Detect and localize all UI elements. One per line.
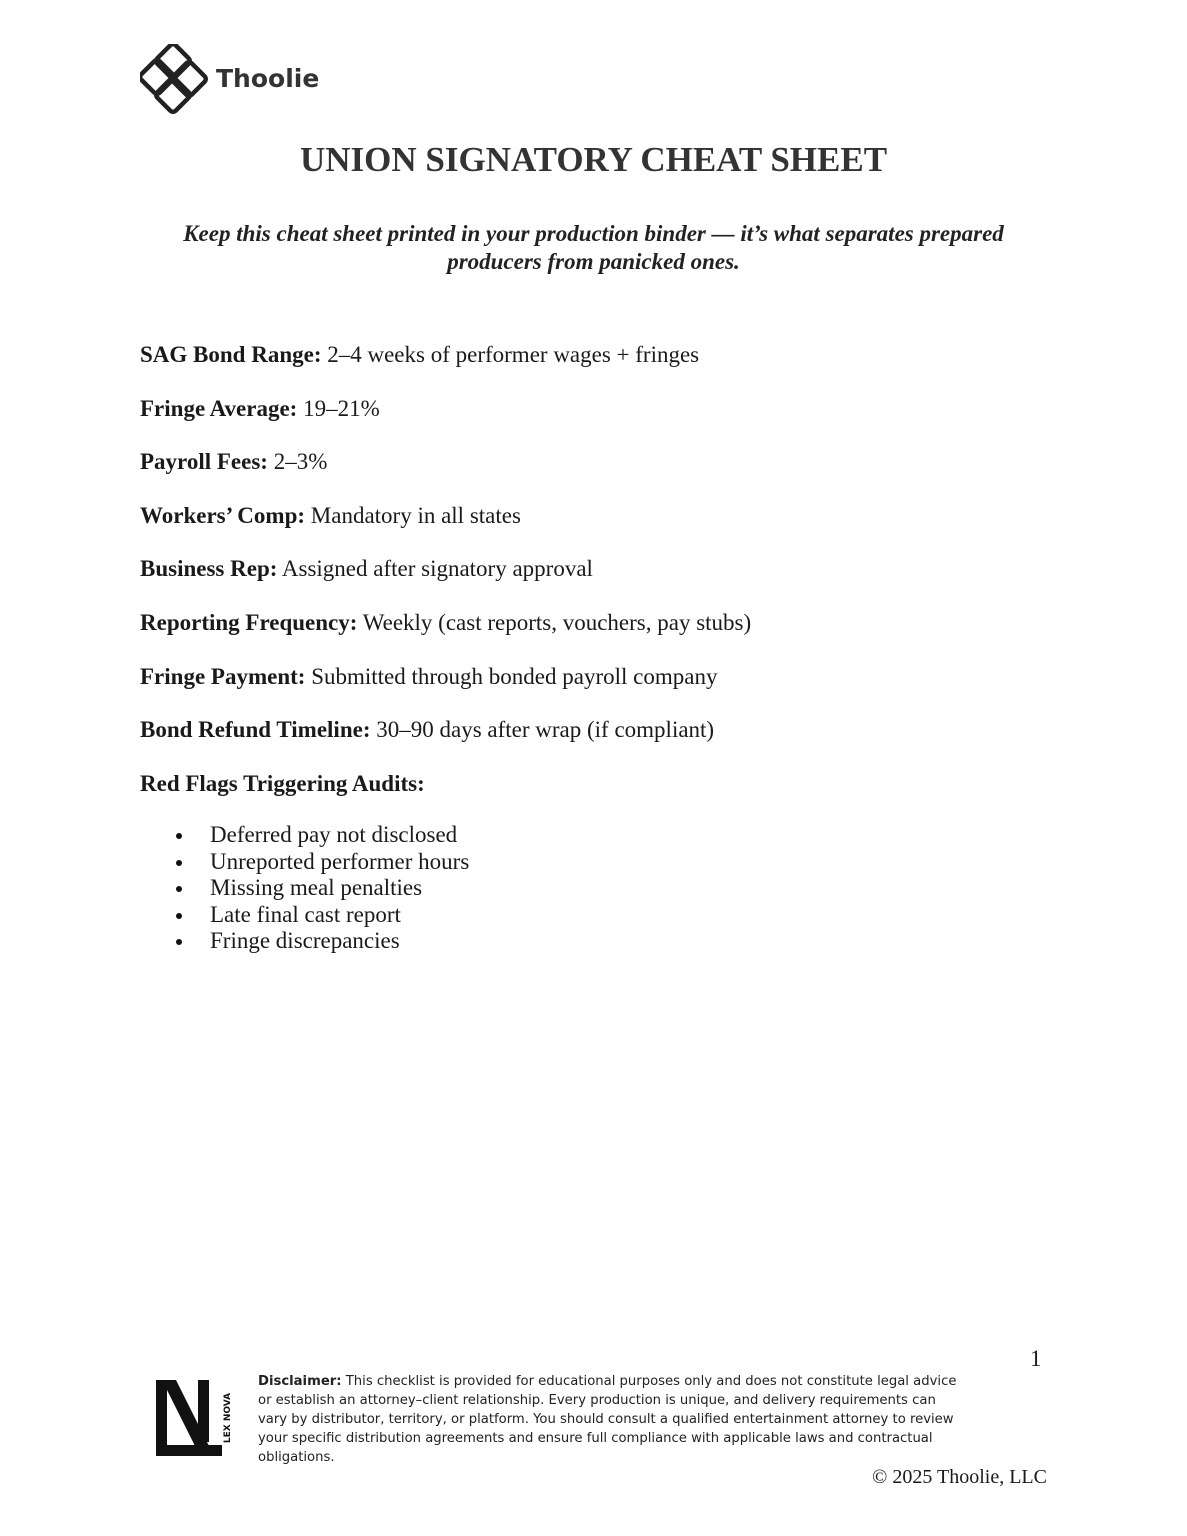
lex-nova-logo-text: LEX NOVA <box>223 1392 233 1444</box>
list-item-text: Fringe discrepancies <box>210 928 400 954</box>
list-item-text: Deferred pay not disclosed <box>210 822 458 847</box>
field-label: SAG Bond Range: <box>140 342 322 367</box>
field-reporting-frequency <box>140 606 1090 640</box>
field-fringe-payment <box>140 660 1090 694</box>
bullet-icon <box>176 886 182 892</box>
bullet-icon <box>176 939 182 945</box>
list-item <box>170 928 469 955</box>
field-value: Assigned after signatory approval <box>277 556 593 582</box>
lex-nova-logo-icon <box>154 1378 236 1460</box>
field-value: Mandatory in all states <box>305 502 521 528</box>
field-value: 2–4 weeks of performer wages + fringes <box>321 342 700 367</box>
field-value: 2–3% <box>267 449 328 475</box>
list-item <box>170 902 469 929</box>
disclaimer-label: Disclaimer: <box>258 1374 342 1389</box>
field-sag-bond-range <box>140 338 1090 372</box>
disclaimer <box>258 1372 958 1467</box>
field-label: Workers’ Comp: <box>140 502 306 528</box>
field-label: Red Flags Triggering Audits: <box>140 770 425 796</box>
field-label: Payroll Fees: <box>140 449 268 475</box>
field-value: 30–90 days after wrap (if compliant) <box>370 717 715 743</box>
list-item-text: Missing meal penalties <box>210 875 423 901</box>
field-value: 19–21% <box>297 395 380 421</box>
field-bond-refund-timeline <box>140 713 1090 747</box>
field-business-rep <box>140 552 1090 586</box>
list-item <box>170 822 469 849</box>
brand-logo <box>140 44 319 114</box>
field-label: Fringe Average: <box>140 395 298 421</box>
field-red-flags-heading <box>140 767 1090 801</box>
bullet-icon <box>176 913 182 919</box>
field-workers-comp <box>140 499 1090 533</box>
field-label: Reporting Frequency: <box>140 609 358 635</box>
disclaimer-text: This checklist is provided for educational purposes only and does not constitute legal advice or establish an attorney–client relationship. Every production is unique, and delivery requirements can vary by distributor, territory, or platform. You should consult a qualified entertainment attorney to review your specific distribution agreements and ensure full compliance with applicable laws and contractual obligations. <box>258 1374 957 1465</box>
field-value: Submitted through bonded payroll company <box>305 663 718 689</box>
list-item-text: Late final cast report <box>210 901 401 927</box>
field-label: Business Rep: <box>140 556 278 582</box>
copyright: © 2025 Thoolie, LLC <box>872 1466 1047 1488</box>
list-item-text: Unreported performer hours <box>210 848 470 874</box>
field-fringe-average <box>140 392 1090 426</box>
page-title: UNION SIGNATORY CHEAT SHEET <box>299 140 888 179</box>
page-number: 1 <box>1030 1346 1042 1371</box>
list-item <box>170 875 469 902</box>
bullet-icon <box>176 833 182 839</box>
thoolie-logo-icon <box>140 44 210 114</box>
bullet-icon <box>176 860 182 866</box>
field-label: Fringe Payment: <box>140 663 306 689</box>
page-subtitle: Keep this cheat sheet printed in your production binder — it’s what separates prepared producers from panicked ones. <box>183 221 1004 274</box>
field-label: Bond Refund Timeline: <box>140 717 371 743</box>
red-flags-list <box>170 822 469 955</box>
field-value: Weekly (cast reports, vouchers, pay stubs) <box>357 609 752 635</box>
brand-name: Thoolie <box>216 63 320 93</box>
cheat-sheet-fields <box>140 338 1090 820</box>
field-payroll-fees <box>140 445 1090 479</box>
list-item <box>170 849 469 876</box>
